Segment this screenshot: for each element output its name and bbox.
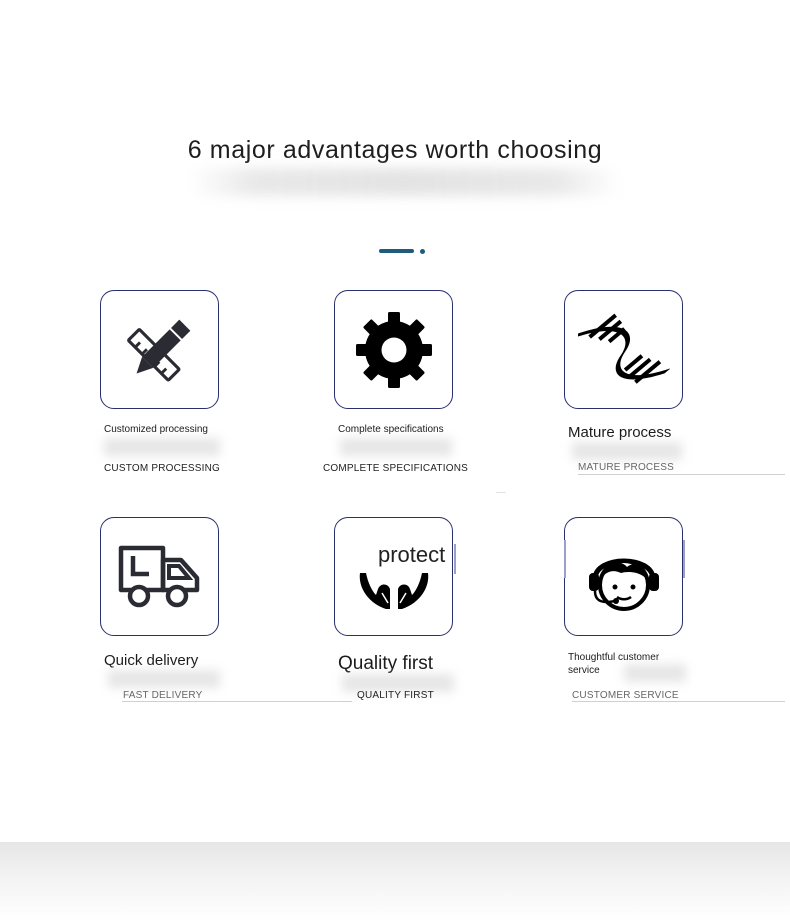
feature-quality-first-sub: QUALITY FIRST [357, 690, 434, 701]
accent-divider [379, 249, 414, 253]
feature-quality-first-icon-box [334, 517, 453, 636]
overlay-bar [564, 540, 566, 578]
label-reflection [108, 670, 220, 688]
feature-quick-delivery-label: Quick delivery [104, 652, 199, 669]
dna-icon [578, 304, 670, 396]
feature-quality-first-label: Quality first [338, 653, 434, 674]
feature-custom-processing-sub: CUSTOM PROCESSING [104, 463, 221, 474]
feature-custom-processing-label: Customized processing [104, 424, 208, 435]
feature-custom-processing-icon-box [100, 290, 219, 409]
feature-mature-process-sub: MATURE PROCESS [578, 462, 674, 473]
protect-overlay-text: protect [378, 542, 446, 567]
feature-customer-service-label: Thoughtful customer service [568, 652, 660, 676]
feature-customer-service-sub: CUSTOMER SERVICE [572, 690, 679, 701]
divider-line [572, 701, 785, 702]
feature-quick-delivery-icon-box [100, 517, 219, 636]
feature-customer-service-icon-box [564, 517, 683, 636]
pencil-ruler-icon [121, 311, 199, 389]
divider-line [578, 474, 785, 475]
page-title: 6 major advantages worth choosing [187, 136, 603, 164]
feature-quick-delivery-sub: FAST DELIVERY [123, 690, 203, 701]
customer-service-headset-icon [581, 537, 667, 617]
footer-band [0, 842, 790, 921]
delivery-truck-icon [115, 542, 205, 612]
feature-mature-process-icon-box [564, 290, 683, 409]
divider-line [122, 701, 352, 702]
divider-tick [496, 492, 506, 493]
feature-specifications-label: Complete specifications [338, 424, 444, 435]
gear-icon [354, 310, 434, 390]
label-reflection [104, 438, 220, 456]
overlay-bar [454, 544, 456, 574]
label-reflection [340, 438, 452, 456]
title-reflection [190, 168, 620, 196]
feature-mature-process-label: Mature process [568, 424, 672, 441]
feature-specifications-icon-box [334, 290, 453, 409]
label-reflection [572, 442, 682, 460]
accent-dot [420, 249, 425, 254]
label-reflection [624, 664, 686, 682]
feature-specifications-sub: COMPLETE SPECIFICATIONS [323, 463, 468, 474]
overlay-bar [683, 540, 685, 578]
